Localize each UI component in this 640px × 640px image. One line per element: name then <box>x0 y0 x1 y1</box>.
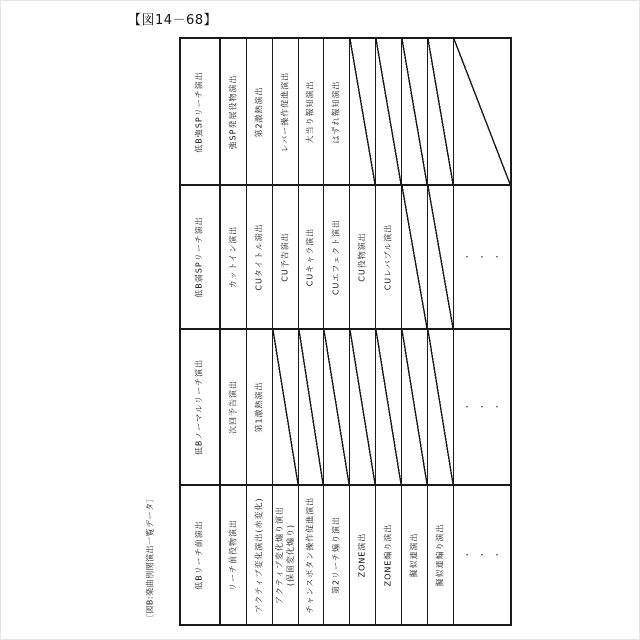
row-header-text: 低B弱SPリーチ演出 <box>194 216 204 298</box>
table-row <box>181 486 510 624</box>
effect-name-text: 次回予告演出 <box>228 380 238 434</box>
effect-name-cell <box>247 330 273 484</box>
crossed-out-cell <box>428 39 454 184</box>
effect-name-cell <box>350 486 376 624</box>
table-row <box>181 39 510 186</box>
effect-name-cell <box>428 486 454 624</box>
figure-number-label: 【図14－68】 <box>128 13 218 28</box>
crossed-out-cell <box>402 330 428 484</box>
effect-name-cell <box>299 39 324 184</box>
effect-name-text: はずれ報知演出 <box>331 80 341 143</box>
effect-name-cell <box>221 186 247 328</box>
effect-name-cell <box>350 186 376 328</box>
effect-name-text: CUタイトル演出 <box>254 223 264 291</box>
effect-name-text: CUエフェクト演出 <box>331 218 341 296</box>
vertical-ellipsis: ・・・ <box>463 252 508 262</box>
effect-name-text: アクティブ変化煽り演出 (保留変化煽り) <box>274 505 295 605</box>
crossed-out-cell <box>376 330 402 484</box>
effect-name-text: レバー操作促進演出 <box>280 71 290 152</box>
effect-name-cell <box>299 486 324 624</box>
effect-name-text: アクティブ変化演出(赤変化) <box>254 497 264 613</box>
effect-name-cell <box>324 39 350 184</box>
effect-name-text: 第2リーチ煽り演出 <box>331 515 341 595</box>
effect-name-cell <box>221 330 247 484</box>
effect-name-cell <box>221 486 247 624</box>
row-header-text: 低Bノーマルリーチ演出 <box>194 358 204 456</box>
ellipsis-cell <box>454 486 510 624</box>
effect-name-cell <box>273 39 299 184</box>
crossed-out-cell <box>428 330 454 484</box>
row-header-cell <box>181 39 221 184</box>
row-header-text: 低B強SPリーチ演出 <box>194 70 204 153</box>
effect-name-text: 第2激熱演出 <box>254 85 264 138</box>
effect-name-cell <box>221 39 247 184</box>
table-row <box>181 186 510 330</box>
effect-name-cell <box>376 186 402 328</box>
effect-name-text: ZONE演出 <box>357 532 367 578</box>
effect-name-text: カットイン演出 <box>228 225 238 289</box>
ellipsis-cell <box>454 330 510 484</box>
effect-name-text: リーチ前役物演出 <box>228 519 238 591</box>
crossed-out-cell <box>350 330 376 484</box>
row-header-text: 低Bリーチ前演出 <box>194 520 204 590</box>
row-header-cell <box>181 486 221 624</box>
table-row <box>181 330 510 486</box>
effect-name-cell <box>402 486 428 624</box>
effect-name-text: 強SP発展役物演出 <box>228 74 238 149</box>
effect-name-cell <box>247 186 273 328</box>
effect-name-text: 擬似連演出 <box>409 532 419 578</box>
effect-name-cell <box>324 486 350 624</box>
figure-caption: 〔図B:楽曲別関演出一覧データ〕 <box>145 493 155 623</box>
crossed-out-cell <box>428 186 454 328</box>
crossed-out-cell <box>454 39 510 184</box>
effect-name-cell <box>299 186 324 328</box>
crossed-out-cell <box>273 330 299 484</box>
crossed-out-cell <box>350 39 376 184</box>
effect-name-text: CUキャラ演出 <box>305 227 315 287</box>
effect-name-cell <box>273 486 299 624</box>
effect-name-text: CUレバブル演出 <box>383 223 393 291</box>
effect-name-cell <box>247 486 273 624</box>
crossed-out-cell <box>402 39 428 184</box>
vertical-ellipsis: ・・・ <box>463 550 508 560</box>
crossed-out-cell <box>402 186 428 328</box>
effect-name-text: CU予告演出 <box>280 232 290 282</box>
vertical-ellipsis: ・・・ <box>463 402 508 412</box>
crossed-out-cell <box>376 39 402 184</box>
effect-name-cell <box>324 186 350 328</box>
effect-name-cell <box>376 486 402 624</box>
crossed-out-cell <box>324 330 350 484</box>
ellipsis-cell <box>454 186 510 328</box>
effect-name-text: 第1激熱演出 <box>254 381 264 433</box>
row-header-cell <box>181 330 221 484</box>
effect-name-cell <box>247 39 273 184</box>
row-header-cell <box>181 186 221 328</box>
effect-name-text: 擬似連煽り演出 <box>435 523 445 587</box>
effect-name-text: チャンスボタン操作促進演出 <box>305 496 315 614</box>
effect-name-text: CU役物演出 <box>357 232 367 282</box>
effect-name-cell <box>273 186 299 328</box>
effect-name-text: 大当り報知演出 <box>305 80 315 143</box>
effect-name-text: ZONE煽り演出 <box>383 523 393 587</box>
crossed-out-cell <box>299 330 324 484</box>
production-table <box>179 37 512 626</box>
